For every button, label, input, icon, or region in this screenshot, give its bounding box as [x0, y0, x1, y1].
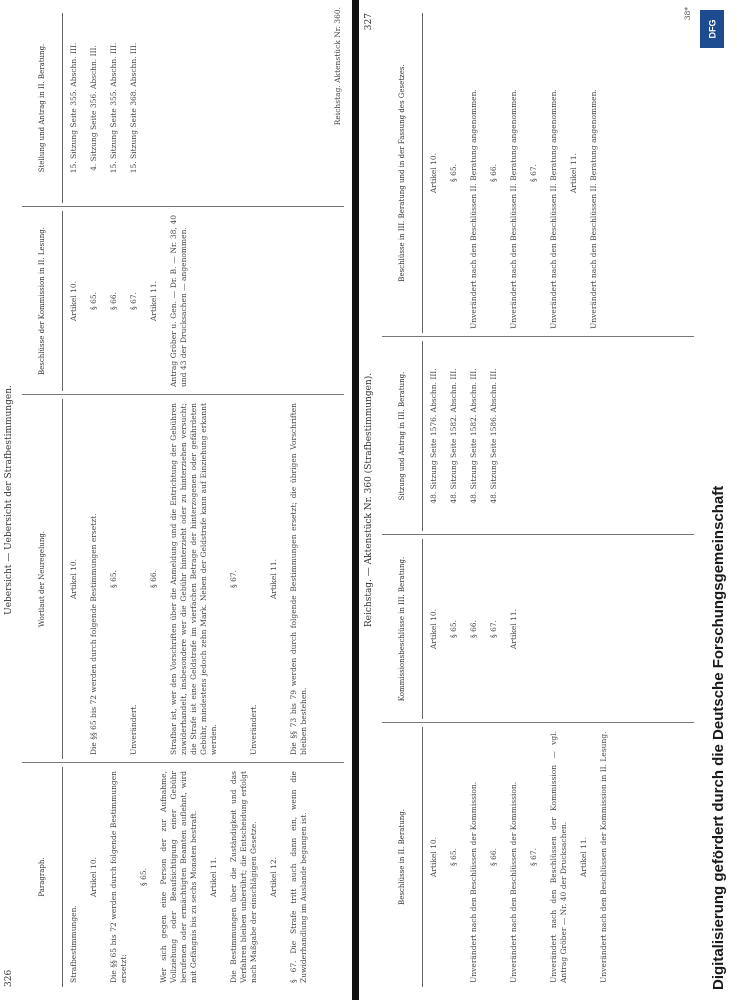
left-column-1 [22, 767, 344, 987]
left-page-number: 326 [4, 969, 14, 987]
list-item: Die §§ 65 bis 72 werden durch folgende Bestimmungen ersetzt. [89, 513, 98, 755]
column-divider [22, 762, 344, 763]
list-item: Unverändert nach den Beschlüssen II. Beratung angenommen. [469, 89, 478, 329]
right-column-3 [382, 341, 694, 531]
list-item: Artikel 10. [89, 856, 98, 898]
list-item: Artikel 10. [429, 836, 438, 878]
left-page-header [4, 13, 20, 987]
dfg-text-wrapper [704, 0, 737, 1000]
dfg-banner [700, 0, 737, 1000]
list-item: § 67. Die Strafe tritt auch dann ein, wenn die Zuwiderhandlung im Auslande begangen ist. [289, 771, 308, 983]
list-item: Wer sich gegen eine Person der zur Aufnahme, Vollziehung oder Beaufsichtigung einer Gebühr berufenen oder ermächtigten Beamten auflehnt, wird mit Gefängnis bis zu sechs Monaten bestraft. [159, 771, 198, 983]
list-item: 15. Sitzung Seite 368. Abschn. III. [129, 42, 138, 174]
list-item: Unverändert. [249, 704, 258, 755]
list-item: § 65. [89, 291, 98, 311]
list-item: § 66. [109, 291, 118, 311]
right-column-4 [382, 13, 694, 333]
book-spine-divider [352, 0, 359, 1000]
right-page-number: 327 [364, 13, 374, 31]
right-column-3-header: Sitzung und Antrag in III. Beratung. [382, 341, 423, 531]
list-item: Artikel 11. [209, 856, 218, 898]
left-running-head: Uebersicht — Uebersicht der Strafbestimmungen. [4, 385, 14, 615]
dfg-logo-text: DFG [707, 19, 717, 39]
list-item: 48. Sitzung Seite 1576. Abschn. III. [429, 368, 438, 504]
right-column-2-header: Kommissionsbeschlüsse in III. Beratung. [382, 539, 423, 719]
right-column-1-header: Beschlüsse in II. Beratung. [382, 727, 423, 987]
list-item: Artikel 10. [69, 280, 78, 322]
list-item: Unverändert nach den Beschlüssen der Kommission. [509, 781, 518, 983]
list-item: § 66. [489, 847, 498, 867]
right-column-2 [382, 539, 694, 719]
list-item: Unverändert nach den Beschlüssen II. Beratung angenommen. [589, 89, 598, 329]
list-item: Unverändert nach den Beschlüssen II. Beratung angenommen. [509, 89, 518, 329]
list-item: Artikel 11. [269, 558, 278, 600]
list-item: § 67. [129, 291, 138, 311]
column-divider [382, 534, 694, 535]
list-item: Artikel 12. [269, 856, 278, 898]
left-column-4 [22, 13, 344, 203]
list-item: 15. Sitzung Seite 355. Abschn. III. [69, 42, 78, 174]
list-item: § 66. [469, 619, 478, 639]
column-divider [382, 722, 694, 723]
dfg-logo [700, 10, 724, 48]
list-item: Die Bestimmungen über die Zuständigkeit und das Verfahren bleiben unberührt; die Entscheidung erfolgt nach Maßgabe der einschlägigen Gesetze. [229, 771, 258, 983]
list-item: Artikel 10. [69, 558, 78, 600]
list-item: § 67. [229, 569, 238, 589]
list-item: 48. Sitzung Seite 1586. Abschn. III. [489, 368, 498, 504]
list-item: Artikel 11. [149, 280, 158, 322]
list-item: § 65. [139, 867, 148, 887]
list-item: Artikel 11. [579, 836, 588, 878]
list-item: § 67. [529, 847, 538, 867]
right-running-head: Reichstag. — Aktenstück Nr. 360 (Strafbestimmungen). [364, 372, 374, 628]
right-column-1 [382, 727, 694, 987]
left-column-1-header: Paragraph. [22, 767, 63, 987]
list-item: § 66. [489, 163, 498, 183]
list-item: 48. Sitzung Seite 1582. Abschn. III. [449, 368, 458, 504]
list-item: § 65. [449, 163, 458, 183]
list-item: Strafbestimmungen. [69, 905, 78, 983]
list-item: Artikel 11. [509, 608, 518, 650]
list-item: § 67. [489, 619, 498, 639]
list-item: Unverändert nach den Beschlüssen II. Beratung angenommen. [549, 89, 558, 329]
list-item: Artikel 10. [429, 152, 438, 194]
left-column-3 [22, 211, 344, 391]
list-item: 48. Sitzung Seite 1582. Abschn. III. [469, 368, 478, 504]
list-item: § 65. [449, 619, 458, 639]
left-signature-mark: Reichstag. Aktenstück Nr. 360. [333, 7, 342, 126]
right-page [360, 5, 700, 995]
digitization-notice: Digitalisierung gefördert durch die Deutsche Forschungsgemeinschaft [710, 485, 727, 990]
column-divider [382, 336, 694, 337]
left-column-2 [22, 399, 344, 759]
list-item: Unverändert nach den Beschlüssen der Kommission in II. Lesung. [599, 731, 608, 983]
column-divider [22, 206, 344, 207]
list-item: Die §§ 65 bis 72 werden durch folgende Bestimmungen ersetzt: [109, 771, 128, 983]
list-item: Unverändert nach den Beschlüssen der Kommission. [469, 781, 478, 983]
right-signature-mark: 38* [683, 7, 692, 21]
left-column-4-header: Stellung und Antrag in II. Beratung. [22, 13, 63, 203]
left-page [0, 5, 350, 995]
right-column-4-header: Beschlüsse in III. Beratung und in der Fassung des Gesetzes. [382, 13, 423, 333]
list-item: Die §§ 73 bis 79 werden durch folgende Bestimmungen ersetzt; die übrigen Vorschriften bleiben bestehen. [289, 403, 308, 755]
list-item: Unverändert. [129, 704, 138, 755]
list-item: Artikel 11. [569, 152, 578, 194]
right-page-header [364, 13, 380, 987]
list-item: Artikel 10. [429, 608, 438, 650]
list-item: Antrag Gröber u. Gen. — Dr. B. — Nr. 38, 40 und 43 der Drucksachen — angenommen. [169, 215, 188, 387]
list-item: 15. Sitzung Seite 355. Abschn. III. [109, 42, 118, 174]
list-item: Unverändert nach den Beschlüssen der Kommission — vgl. Antrag Gröber — Nr. 40 der Drucksachen. [549, 731, 568, 983]
list-item: § 66. [149, 569, 158, 589]
list-item: 4. Sitzung Seite 356. Abschn. III. [89, 45, 98, 171]
list-item: § 67. [529, 163, 538, 183]
left-column-2-header: Wortlaut der Neuregelung. [22, 399, 63, 759]
list-item: § 65. [109, 569, 118, 589]
column-divider [22, 394, 344, 395]
list-item: § 65. [449, 847, 458, 867]
list-item: Strafbar ist, wer den Vorschriften über die Anmeldung und die Entrichtung der Gebühren zuwiderhandelt, insbesondere wer die Gebühr hinterzieht oder zu hinterziehen versucht; die Strafe ist eine Geldstrafe im vierfachen Betrage der hinterzogenen oder gefährdeten Gebühr, mindestens jedoch zehn Mark. Neben der Geldstrafe kann auf Einziehung erkannt werden. [169, 403, 218, 755]
left-column-3-header: Beschlüsse der Kommission in II. Lesung. [22, 211, 63, 391]
